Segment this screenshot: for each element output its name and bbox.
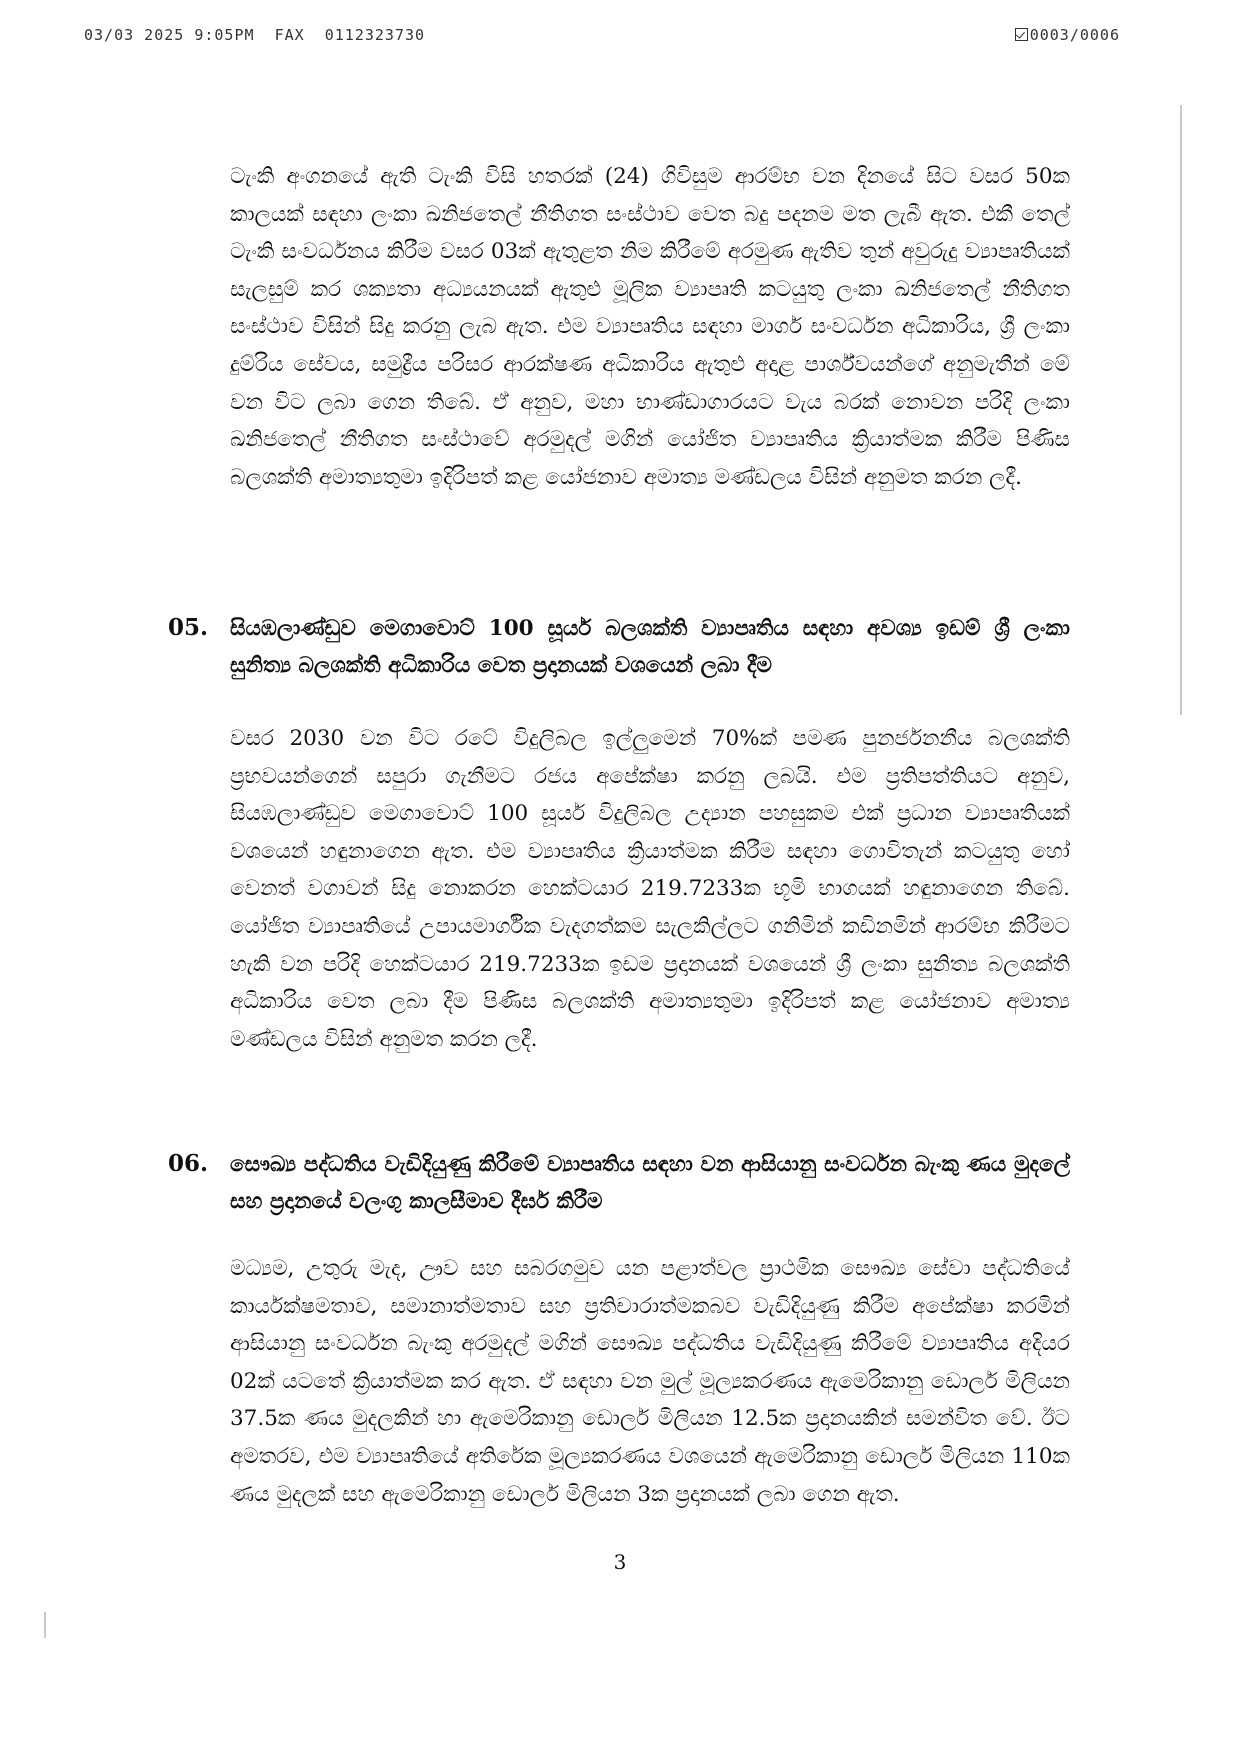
section-number: 05.	[168, 614, 209, 641]
section-title: සියඹලාණ්ඩුව මෙගාවොට් 100 සූර්ය බලශක්ති ව්‍යාපෘතිය සඳහා අවශ්‍ය ඉඩම් ශ්‍රී ලංකා සුනිත්‍ය බලශක්ති අධිකාරිය වෙත ප්‍රදානයක් වශයෙන් ලබා දීම	[230, 616, 1070, 678]
page-number: 3	[613, 1550, 627, 1574]
section-body: මධ්‍යම, උතුරු මැද, ඌව සහ සබරගමුව යන පළාත්වල ප්‍රාථමික සෞඛ්‍ය සේවා පද්ධතියේ කාර්යක්ෂමතාව, සමානාත්මතාව සහ ප්‍රතිචාරාත්මකබව වැඩිදියුණු කිරීම අපේක්ෂා කරමින් ආසියානු සංවර්ධන බැංකු අරමුදල් මගින් සෞඛ්‍ය පද්ධතිය වැඩිදියුණු කිරීමේ ව්‍යාපෘතිය අදියර 02ක් යටතේ ක්‍රියාත්මක කර ඇත. ඒ සඳහා වන මුල් මූල්‍යකරණය ඇමෙරිකානු ඩොලර් මිලියන 37.5ක ණය මුදලකින් හා ඇමෙරිකානු ඩොලර් මිලියන 12.5ක ප්‍රදානයකින් සමන්විත වේ. ඊට අමතරව, එම ව්‍යාපෘතියේ අතිරේක මූල්‍යකරණය වශයෙන් ඇමෙරිකානු ඩොලර් මිලියන 110ක ණය මුදලක් සහ ඇමෙරිකානු ඩොලර් මිලියන 3ක ප්‍රදානයක් ලබා ගෙන ඇත.	[230, 1256, 1070, 1507]
section-title: සෞඛ්‍ය පද්ධතිය වැඩිදියුණු කිරීමේ ව්‍යාපෘතිය සඳහා වන ආසියානු සංවර්ධන බැංකු ණය මුදලේ සහ ප්‍රදානයේ වලංගු කාලසීමාව දීර්ඝ කිරීම	[230, 1152, 1070, 1214]
scan-edge-mark	[44, 1612, 46, 1638]
fax-page-count-text: 0003/0006	[1029, 26, 1120, 44]
fax-header	[84, 26, 1120, 48]
section-body: වසර 2030 වන විට රටේ විදුලිබල ඉල්ලුමෙන් 70%ක් පමණ පුනර්ජනනීය බලශක්ති ප්‍රභවයන්ගෙන් සපුරා ගැනීමට රජය අපේක්ෂා කරනු ලබයි. එම ප්‍රතිපත්තියට අනුව, සියඹලාණ්ඩුව මෙගාවොට් 100 සූර්ය විදුලිබල උද්‍යාන පහසුකම එක් ප්‍රධාන ව්‍යාපෘතියක් වශයෙන් හඳුනාගෙන ඇත. එම ව්‍යාපෘතිය ක්‍රියාත්මක කිරීම සඳහා ගොවිතැන් කටයුතු හෝ වෙනත් වගාවන් සිදු නොකරන හෙක්ටයාර 219.7233ක භූමි භාගයක් හඳුනාගෙන තිබේ. යෝජිත ව්‍යාපෘතියේ උපායමාර්ගික වැදගත්කම සැලකිල්ලට ගනිමින් කඩිනමින් ආරම්භ කිරීමට හැකි වන පරිදි හෙක්ටයාර 219.7233ක ඉඩම ප්‍රදානයක් වශයෙන් ශ්‍රී ලංකා සුනිත්‍ය බලශක්ති අධිකාරිය වෙත ලබා දීම පිණිස බලශක්ති අමාත්‍යතුමා ඉදිරිපත් කළ යෝජනාව අමාත්‍ය මණ්ඩලය විසින් අනුමත කරන ලදී.	[230, 726, 1070, 1052]
fax-transmission-info: 03/03 2025 9:05PM FAX 0112323730	[84, 26, 426, 44]
scan-edge-mark	[1180, 105, 1182, 715]
section-number: 06.	[168, 1150, 209, 1177]
fax-page-count	[1015, 26, 1120, 44]
intro-paragraph: ටැංකි අංගනයේ ඇති ටැංකි විසි හතරක් (24) ගිවිසුම ආරම්භ වන දිනයේ සිට වසර 50ක කාලයක් සඳහා ලංකා ඛනිජතෙල් නීතිගත සංස්ථාව වෙත බදු පදනම මත ලැබී ඇත. එකී තෙල් ටැංකි සංවර්ධනය කිරීම වසර 03ක් ඇතුළත නිම කිරීමේ අරමුණ ඇතිව තුන් අවුරුදු ව්‍යාපෘතියක් සැලසුම් කර ශක්‍යතා අධ්‍යයනයක් ඇතුළු මූලික ව්‍යාපෘති කටයුතු ලංකා ඛනිජතෙල් නීතිගත සංස්ථාව විසින් සිදු කරනු ලැබ ඇත. එම ව්‍යාපෘතිය සඳහා මාර්ග සංවර්ධන අධිකාරිය, ශ්‍රී ලංකා දුම්රිය සේවය, සමුද්‍රීය පරිසර ආරක්ෂණ අධිකාරිය ඇතුළු අදාළ පාර්ශ්වයන්ගේ අනුමැතීන් මේ වන විට ලබා ගෙන තිබේ. ඒ අනුව, මහා භාණ්ඩාගාරයට වැය බරක් නොවන පරිදි ලංකා ඛනිජතෙල් නීතිගත සංස්ථාවේ අරමුදල් මගින් යෝජිත ව්‍යාපෘතිය ක්‍රියාත්මක කිරීම පිණිස බලශක්ති අමාත්‍යතුමා ඉදිරිපත් කළ යෝජනාව අමාත්‍ය මණ්ඩලය විසින් අනුමත කරන ලදී.	[230, 164, 1070, 490]
fax-checkbox-icon	[1015, 28, 1028, 41]
